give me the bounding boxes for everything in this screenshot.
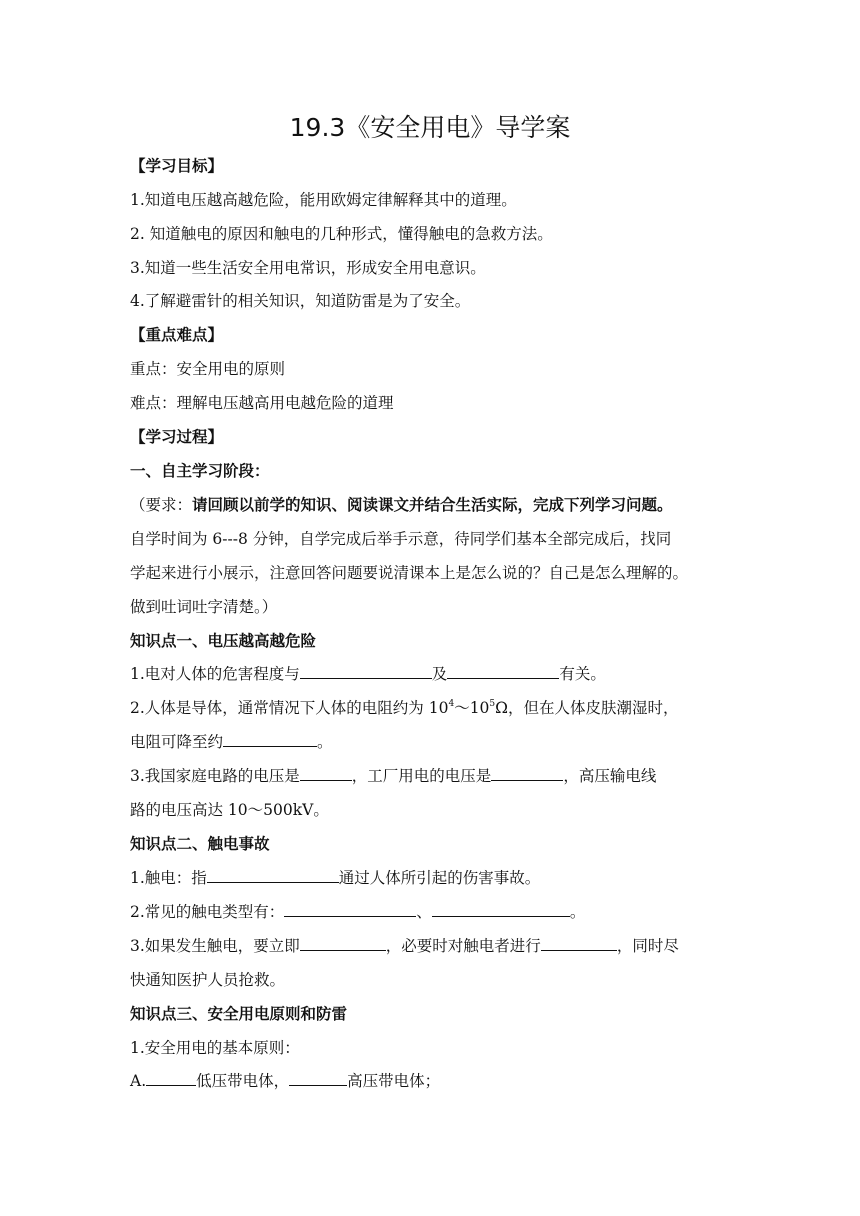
document-title: 19.3《安全用电》导学案 bbox=[289, 113, 571, 142]
goal-item-4: 4.了解避雷针的相关知识，知道防雷是为了安全。 bbox=[130, 292, 471, 310]
goals-heading: 【学习目标】 bbox=[130, 157, 224, 175]
k1-q2-text-d: 电阻可降至约 bbox=[130, 733, 224, 751]
goal-item-1: 1.知道电压越高越危险，能用欧姆定律解释其中的道理。 bbox=[130, 191, 517, 209]
k2-q2-text-b: 、 bbox=[416, 903, 432, 921]
k1-q1-text-b: 及 bbox=[431, 665, 448, 683]
requirement-line-4: 做到吐词吐字清楚。） bbox=[130, 598, 278, 616]
k1-question-3-cont: 路的电压高达 10～500kV。 bbox=[130, 801, 329, 819]
k3-a-text-c: 高压带电体； bbox=[347, 1072, 441, 1090]
k2-q2-text-c: 。 bbox=[569, 903, 586, 921]
blank-field[interactable] bbox=[300, 662, 432, 679]
process-heading: 【学习过程】 bbox=[130, 428, 224, 446]
k1-q2-text-c: Ω，但在人体皮肤潮湿时， bbox=[495, 699, 679, 717]
knowledge-1-heading: 知识点一、电压越高越危险 bbox=[130, 632, 317, 650]
blank-field[interactable] bbox=[284, 900, 416, 917]
blank-field[interactable] bbox=[300, 934, 386, 951]
k2-q1-text-a: 1.触电：指 bbox=[130, 869, 207, 887]
k1-question-2 bbox=[130, 696, 750, 720]
k1-question-1 bbox=[130, 662, 750, 686]
blank-field[interactable] bbox=[207, 866, 339, 883]
k3-option-a bbox=[130, 1069, 750, 1093]
k2-q3-text-c: ，同时尽 bbox=[616, 937, 679, 955]
knowledge-2-heading: 知识点二、触电事故 bbox=[130, 835, 270, 853]
key-difficulty: 难点：理解电压越高用电越危险的道理 bbox=[130, 394, 394, 412]
k2-q1-text-b: 通过人体所引起的伤害事故。 bbox=[338, 869, 541, 887]
blank-field[interactable] bbox=[491, 764, 563, 781]
k1-q3-text-a: 3.我国家庭电路的电压是 bbox=[130, 767, 300, 785]
exponent: 5 bbox=[489, 699, 496, 709]
requirement-bold: 请回顾以前学的知识、阅读课文并结合生活实际，完成下列学习问题。 bbox=[192, 496, 673, 514]
knowledge-3-heading: 知识点三、安全用电原则和防雷 bbox=[130, 1005, 348, 1023]
blank-field[interactable] bbox=[300, 764, 352, 781]
blank-field[interactable] bbox=[146, 1069, 196, 1086]
k1-question-3 bbox=[130, 764, 750, 788]
exponent: 4 bbox=[448, 699, 455, 709]
k1-q3-text-b: ，工厂用电的电压是 bbox=[351, 767, 492, 785]
k3-question-1: 1.安全用电的基本原则： bbox=[130, 1039, 300, 1057]
k2-q3-text-b: ，必要时对触电者进行 bbox=[385, 937, 541, 955]
k2-q3-text-a: 3.如果发生触电，要立即 bbox=[130, 937, 300, 955]
k2-question-2 bbox=[130, 900, 750, 924]
k1-q2-text-e: 。 bbox=[317, 733, 333, 751]
requirement-line-3: 学起来进行小展示，注意回答问题要说清课本上是怎么说的？自己是怎么理解的。 bbox=[130, 564, 689, 582]
key-heading: 【重点难点】 bbox=[130, 326, 224, 344]
requirement-line-2: 自学时间为 6---8 分钟，自学完成后举手示意，待同学们基本全部完成后，找同 bbox=[130, 530, 672, 548]
requirement-prefix: （要求： bbox=[130, 496, 193, 514]
k2-question-3-cont: 快通知医护人员抢救。 bbox=[130, 971, 286, 989]
k1-q3-text-c: ，高压输电线 bbox=[563, 767, 657, 785]
k1-q2-text-a: 2.人体是导体，通常情况下人体的电阻约为 10 bbox=[130, 699, 449, 717]
blank-field[interactable] bbox=[447, 662, 559, 679]
blank-field[interactable] bbox=[432, 900, 570, 917]
k2-question-1 bbox=[130, 866, 750, 890]
blank-field[interactable] bbox=[289, 1069, 347, 1086]
blank-field[interactable] bbox=[223, 730, 317, 747]
k3-a-text-b: 低压带电体， bbox=[196, 1072, 290, 1090]
k3-a-label: A. bbox=[130, 1072, 147, 1090]
stage-heading: 一、自主学习阶段： bbox=[130, 462, 270, 480]
blank-field[interactable] bbox=[541, 934, 617, 951]
key-focus: 重点：安全用电的原则 bbox=[130, 360, 286, 378]
requirement-line-1 bbox=[130, 493, 750, 517]
goal-item-3: 3.知道一些生活安全用电常识，形成安全用电意识。 bbox=[130, 259, 486, 277]
k1-q1-text-c: 有关。 bbox=[559, 665, 606, 683]
k1-q1-text-a: 1.电对人体的危害程度与 bbox=[130, 665, 300, 683]
k2-q2-text-a: 2.常见的触电类型有： bbox=[130, 903, 285, 921]
goal-item-2: 2. 知道触电的原因和触电的几种形式，懂得触电的急救方法。 bbox=[130, 225, 553, 243]
k1-q2-text-b: ～10 bbox=[454, 699, 490, 717]
k1-question-2-cont bbox=[130, 730, 750, 754]
k2-question-3 bbox=[130, 934, 750, 958]
